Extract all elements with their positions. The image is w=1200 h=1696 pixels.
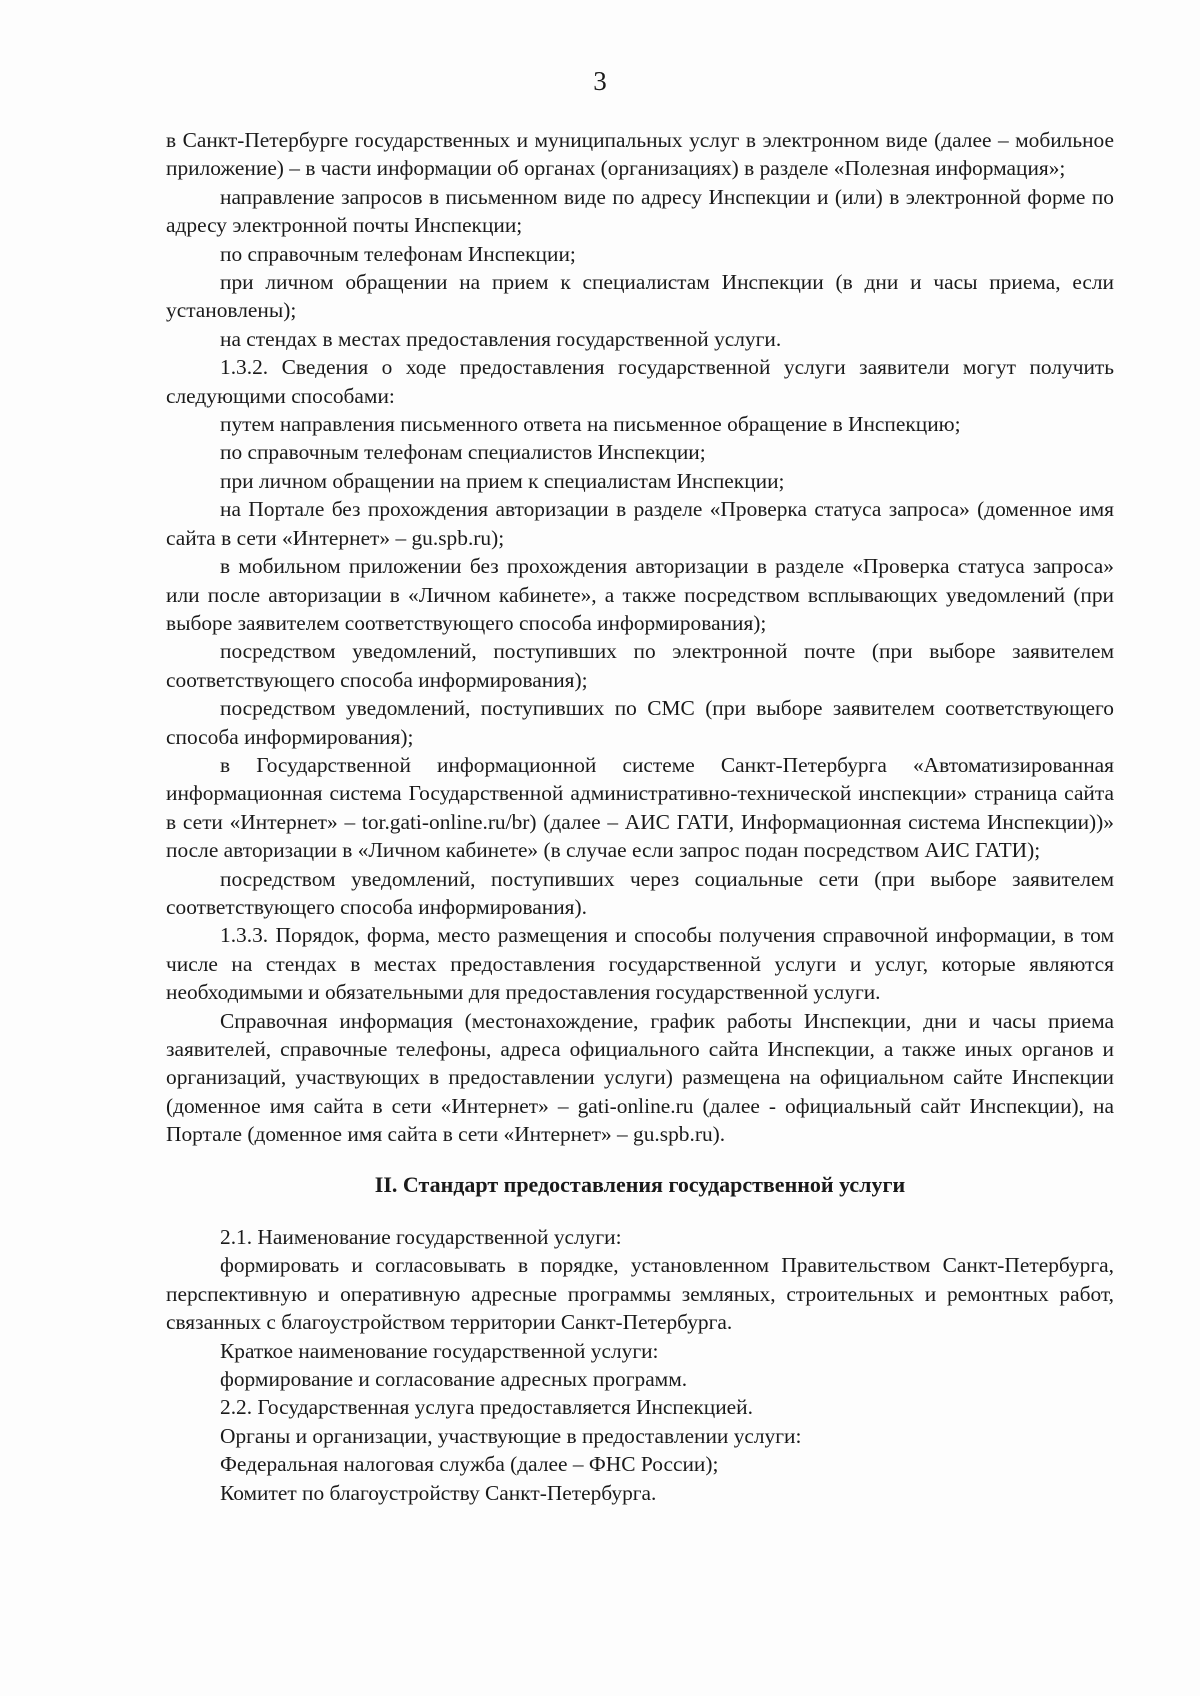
- paragraphs-top: [166, 126, 1114, 1149]
- paragraph: по справочным телефонам Инспекции;: [220, 241, 576, 266]
- paragraph: в Санкт-Петербурге государственных и муниципальных услуг в электронном виде (далее – мобильное приложение) – в части информации об органах (организациях) в разделе «Полезная информация»;: [166, 128, 1114, 181]
- paragraph: при личном обращении на прием к специалистам Инспекции;: [220, 468, 785, 493]
- paragraphs-bottom: [166, 1223, 1114, 1507]
- paragraph: 1.3.2. Сведения о ходе предоставления государственной услуги заявители могут получить следующими способами:: [166, 355, 1114, 408]
- paragraph: 2.1. Наименование государственной услуги:: [220, 1225, 622, 1250]
- paragraph: в мобильном приложении без прохождения авторизации в разделе «Проверка статуса запроса» или после авторизации в «Личном кабинете», а также посредством всплывающих уведомлений (при выборе заявителем соответствующего способа информирования);: [166, 554, 1114, 635]
- paragraph: Органы и организации, участвующие в предоставлении услуги:: [220, 1423, 802, 1448]
- paragraph: 2.2. Государственная услуга предоставляется Инспекцией.: [220, 1395, 753, 1420]
- paragraph: посредством уведомлений, поступивших через социальные сети (при выборе заявителем соответствующего способа информирования).: [166, 866, 1114, 919]
- paragraph: Федеральная налоговая служба (далее – ФНС России);: [220, 1452, 719, 1477]
- paragraph: путем направления письменного ответа на письменное обращение в Инспекцию;: [220, 412, 961, 437]
- paragraph: Краткое наименование государственной услуги:: [220, 1338, 659, 1363]
- paragraph: в Государственной информационной системе Санкт-Петербурга «Автоматизированная информационная система Государственной административно-технической инспекции» страница сайта в сети «Интернет» – tor.gati-online.ru/br) (далее – АИС ГАТИ, Информационная система Инспекции))» после авторизации в «Личном кабинете» (в случае если запрос подан посредством АИС ГАТИ);: [166, 752, 1114, 863]
- paragraph: Справочная информация (местонахождение, график работы Инспекции, дни и часы приема заявителей, справочные телефоны, адреса официального сайта Инспекции, а также иных органов и организаций, участвующих в предоставлении услуги) размещена на официальном сайте Инспекции (доменное имя сайта в сети «Интернет» – gati-online.ru (далее - официальный сайт Инспекции), на Портале (доменное имя сайта в сети «Интернет» – gu.spb.ru).: [166, 1008, 1114, 1147]
- paragraph: направление запросов в письменном виде по адресу Инспекции и (или) в электронной форме по адресу электронной почты Инспекции;: [166, 184, 1114, 238]
- page-number: 3: [593, 66, 607, 96]
- paragraph: посредством уведомлений, поступивших по электронной почте (при выборе заявителем соответствующего способа информирования);: [166, 639, 1114, 692]
- paragraph: формировать и согласовывать в порядке, установленном Правительством Санкт-Петербурга, перспективную и оперативную адресные программы земляных, строительных и ремонтных работ, связанных с благоустройством территории Санкт-Петербурга.: [166, 1253, 1114, 1335]
- paragraph: при личном обращении на прием к специалистам Инспекции (в дни и часы приема, если установлены);: [166, 270, 1114, 323]
- paragraph: на стендах в местах предоставления государственной услуги.: [220, 326, 782, 351]
- paragraph: посредством уведомлений, поступивших по СМС (при выборе заявителем соответствующего способа информирования);: [166, 696, 1114, 749]
- paragraph: формирование и согласование адресных программ.: [220, 1367, 688, 1392]
- section-heading: II. Стандарт предоставления государственной услуги: [374, 1171, 906, 1197]
- paragraph: 1.3.3. Порядок, форма, место размещения и способы получения справочной информации, в том числе на стендах в местах предоставления государственной услуги и услуг, которые являются необходимыми и обязательными для предоставления государственной услуги.: [166, 923, 1114, 1005]
- document-body: [166, 126, 1114, 1507]
- paragraph: по справочным телефонам специалистов Инспекции;: [220, 440, 706, 465]
- paragraph: на Портале без прохождения авторизации в разделе «Проверка статуса запроса» (доменное имя сайта в сети «Интернет» – gu.spb.ru);: [166, 497, 1114, 550]
- paragraph: Комитет по благоустройству Санкт-Петербурга.: [220, 1480, 657, 1505]
